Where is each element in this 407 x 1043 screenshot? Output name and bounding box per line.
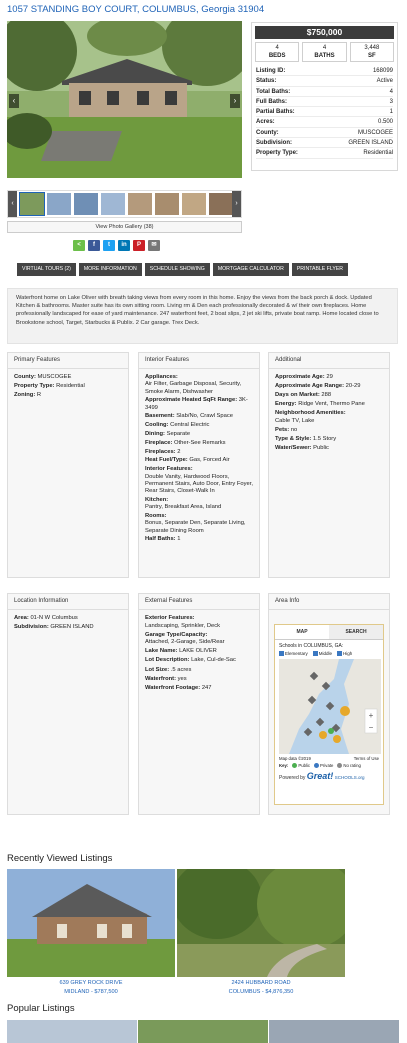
popular-listing-card[interactable] bbox=[269, 1020, 399, 1043]
feature-row: Dining: Separate bbox=[145, 431, 191, 438]
baths-value: 4 bbox=[322, 45, 327, 51]
pinterest-icon[interactable]: P bbox=[133, 240, 145, 251]
feature-row: Fireplace: Other-See Remarks bbox=[145, 439, 226, 446]
detail-row: Property Type: Residential bbox=[256, 148, 393, 158]
check-icon bbox=[279, 651, 284, 656]
sqft-label: SF bbox=[367, 52, 376, 59]
thumbnail[interactable] bbox=[101, 193, 125, 215]
email-icon[interactable]: ✉ bbox=[148, 240, 160, 251]
listing-summary bbox=[251, 22, 398, 171]
detail-row: Subdivision: GREEN ISLAND bbox=[256, 138, 393, 148]
share-icon[interactable]: < bbox=[73, 240, 85, 251]
detail-row: Full Baths: 3 bbox=[256, 97, 393, 107]
feature-row: Garage Type/Capacity: Attached, 2-Garage, Side/Rear bbox=[145, 631, 225, 646]
detail-list bbox=[256, 66, 393, 159]
recent-listing-card[interactable] bbox=[177, 869, 345, 996]
elementary-checkbox[interactable]: Elementary bbox=[279, 651, 308, 656]
thumbnail[interactable] bbox=[128, 193, 152, 215]
detail-row: Listing ID: 168099 bbox=[256, 66, 393, 76]
prev-photo-button[interactable]: ‹ bbox=[9, 94, 19, 108]
action-buttons bbox=[17, 263, 348, 276]
mortgage-calculator-button[interactable]: MORTGAGE CALCULATOR bbox=[213, 263, 289, 276]
map-key: Key: Public Private No rating bbox=[279, 763, 361, 768]
tab-search[interactable]: SEARCH bbox=[329, 625, 383, 639]
middle-checkbox[interactable]: Middle bbox=[313, 651, 332, 656]
feature-row: Rooms: Bonus, Separate Den, Separate Living, Separate Dining Room bbox=[145, 513, 246, 534]
svg-text:+: + bbox=[368, 711, 374, 720]
sqft-stat bbox=[350, 42, 394, 62]
popular-listings-title: Popular Listings bbox=[7, 1003, 75, 1014]
thumbnail[interactable] bbox=[182, 193, 206, 215]
location-information-panel bbox=[7, 593, 129, 815]
panel-title: Interior Features bbox=[139, 353, 259, 369]
share-buttons bbox=[73, 240, 160, 251]
listing-title: 1057 STANDING BOY COURT, COLUMBUS, Georgia 31904 bbox=[7, 4, 265, 15]
thumbnail[interactable] bbox=[47, 193, 71, 215]
schools-map[interactable] bbox=[279, 659, 381, 754]
thumbnail[interactable] bbox=[74, 193, 98, 215]
map-terms-link[interactable]: Terms of Use bbox=[353, 756, 379, 761]
recent-address: 639 GREY ROCK DRIVE bbox=[59, 980, 123, 986]
recent-listings-title: Recently Viewed Listings bbox=[7, 853, 113, 864]
recent-listing-photo bbox=[7, 869, 175, 977]
baths-label: BATHS bbox=[314, 52, 335, 59]
interior-features-panel bbox=[138, 352, 260, 578]
feature-row: Heat Fuel/Type: Gas, Forced Air bbox=[145, 457, 230, 464]
check-icon bbox=[337, 651, 342, 656]
primary-features-panel bbox=[7, 352, 129, 578]
tab-map[interactable]: MAP bbox=[296, 629, 308, 635]
listing-main-photo[interactable] bbox=[7, 21, 242, 178]
feature-row: Lot Size: .5 acres bbox=[145, 666, 192, 673]
feature-row: Neighborhood Amenities: Cable TV, Lake bbox=[275, 410, 346, 424]
popular-listing-card[interactable] bbox=[7, 1020, 137, 1043]
virtual-tours-button[interactable]: VIRTUAL TOURS (2) bbox=[17, 263, 76, 276]
panel-title: Area Info bbox=[269, 594, 389, 610]
feature-row: Waterfront: yes bbox=[145, 675, 187, 682]
thumbnail[interactable] bbox=[155, 193, 179, 215]
feature-row: Interior Features: Double Vanity, Hardwood Floors, Permanent Stairs, Auto Door, Entry Foyer, Rear Stairs, Closet-Walk In bbox=[145, 466, 253, 495]
feature-row: Cooling: Central Electric bbox=[145, 422, 210, 429]
detail-row: County: MUSCOGEE bbox=[256, 128, 393, 138]
feature-row: Days on Market: 288 bbox=[275, 392, 332, 399]
feature-row: Approximate Age Range: 20-29 bbox=[275, 383, 361, 390]
view-photo-gallery-button[interactable]: View Photo Gallery (38) bbox=[7, 221, 242, 233]
twitter-icon[interactable]: t bbox=[103, 240, 115, 251]
feature-row: Energy: Ridge Vent, Thermo Pane bbox=[275, 401, 365, 408]
svg-text:−: − bbox=[368, 723, 374, 732]
listing-price: $750,000 bbox=[255, 26, 394, 39]
feature-row: Appliances: Air Filter, Garbage Disposal, Security, Smoke Alarm, Dishwasher bbox=[145, 374, 242, 395]
recent-address: 2424 HUBBARD ROAD bbox=[231, 980, 291, 986]
detail-row: Status: Active bbox=[256, 76, 393, 86]
facebook-icon[interactable]: f bbox=[88, 240, 100, 251]
feature-row: County: MUSCOGEE bbox=[14, 374, 72, 380]
additional-panel bbox=[268, 352, 390, 578]
feature-row: Lot Description: Lake, Cul-de-Sac bbox=[145, 657, 236, 664]
recent-city-price: MIDLAND - $787,500 bbox=[64, 988, 118, 995]
feature-row: Subdivision: GREEN ISLAND bbox=[14, 624, 94, 631]
high-checkbox[interactable]: High bbox=[337, 651, 352, 656]
feature-row: Approximate Heated SqFt Range: 3K-3499 bbox=[145, 397, 248, 411]
printable-flyer-button[interactable]: PRINTABLE FLYER bbox=[292, 263, 348, 276]
feature-row: Zoning: R bbox=[14, 392, 42, 399]
panel-title: Additional bbox=[269, 353, 389, 369]
greatschools-logo: Great! bbox=[306, 771, 334, 781]
listing-description: Waterfront home on Lake Oliver with breath taking views from every room in this home. Enjoy the views from the back porch & dock. Updated Kitchen & bathrooms. Master suite has its own sitting room. Living rm & Den each professionally decorated & w/ their own fireplaces. Home professionally landscaped for ease of yard maintenance. 247 waterfront feet, 2 boat slips, 2 jet ski lifts, private boat ramp. Home located close to Brookstone school, Target, Starbucks & Publix. 2 Car garage. Trex Deck. bbox=[7, 288, 398, 344]
private-dot-icon bbox=[314, 763, 319, 768]
detail-row: Acres: 0.500 bbox=[256, 117, 393, 127]
thumbnail-strip bbox=[7, 190, 242, 218]
thumbs-prev-button[interactable]: ‹ bbox=[8, 191, 17, 217]
recent-listing-card[interactable] bbox=[7, 869, 175, 996]
public-dot-icon bbox=[292, 763, 297, 768]
linkedin-icon[interactable]: in bbox=[118, 240, 130, 251]
panel-title: Primary Features bbox=[8, 353, 128, 369]
detail-row: Total Baths: 4 bbox=[256, 87, 393, 97]
beds-stat bbox=[255, 42, 299, 62]
feature-row: Approximate Age: 29 bbox=[275, 374, 333, 380]
feature-row: Area: 01-N W Columbus bbox=[14, 615, 78, 621]
powered-by[interactable]: Powered by Great! SCHOOLS.org bbox=[279, 771, 365, 781]
sqft-value: 3,448 bbox=[364, 45, 380, 51]
feature-row: Basement: Slab/No, Crawl Space bbox=[145, 413, 233, 420]
beds-label: BEDS bbox=[268, 52, 286, 59]
feature-row: Half Baths: 1 bbox=[145, 536, 181, 543]
recent-listing-photo bbox=[177, 869, 345, 977]
feature-row: Pets: no bbox=[275, 427, 298, 434]
map-credit: Map data ©2019 bbox=[279, 756, 311, 761]
thumbnail[interactable] bbox=[20, 193, 44, 215]
feature-row: Property Type: Residential bbox=[14, 383, 85, 390]
thumbs-next-button[interactable]: › bbox=[232, 191, 241, 217]
schools-widget bbox=[274, 624, 384, 805]
panel-title: Location Information bbox=[8, 594, 128, 610]
next-photo-button[interactable]: › bbox=[230, 94, 240, 108]
feature-row: Waterfront Footage: 247 bbox=[145, 684, 212, 691]
thumbnail[interactable] bbox=[209, 193, 233, 215]
recent-city-price: COLUMBUS - $4,876,350 bbox=[228, 988, 294, 995]
check-icon bbox=[313, 651, 318, 656]
external-features-panel bbox=[138, 593, 260, 815]
beds-value: 4 bbox=[275, 45, 279, 51]
feature-row: Type & Style: 1.5 Story bbox=[275, 436, 337, 443]
feature-row: Water/Sewer: Public bbox=[275, 445, 329, 452]
detail-row: Partial Baths: 1 bbox=[256, 107, 393, 117]
baths-stat bbox=[302, 42, 346, 62]
no-rating-dot-icon bbox=[337, 763, 342, 768]
feature-row: Kitchen: Pantry, Breakfast Area, Island bbox=[145, 496, 222, 511]
schedule-showing-button[interactable]: SCHEDULE SHOWING bbox=[145, 263, 210, 276]
schools-label: Schools in COLUMBUS, GA: bbox=[279, 643, 344, 649]
more-information-button[interactable]: MORE INFORMATION bbox=[79, 263, 142, 276]
popular-listing-card[interactable] bbox=[138, 1020, 268, 1043]
panel-title: External Features bbox=[139, 594, 259, 610]
feature-row: Lake Name: LAKE OLIVER bbox=[145, 648, 217, 655]
feature-row: Exterior Features: Landscaping, Sprinkler, Deck bbox=[145, 615, 221, 629]
feature-row: Fireplaces: 2 bbox=[145, 448, 181, 455]
